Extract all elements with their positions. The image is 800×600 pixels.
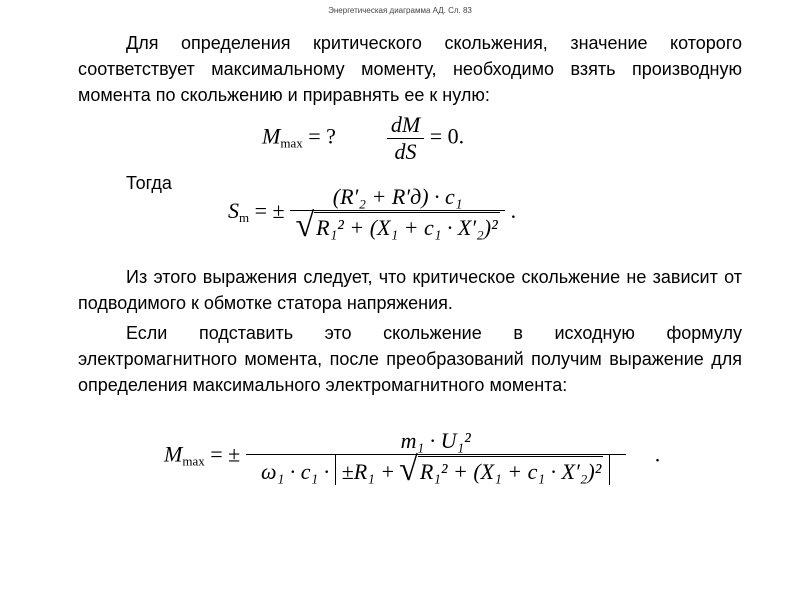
formula2-radicand: R₁² + (X₁ + c₁ · X′₂)² xyxy=(314,212,500,241)
formula2-fraction xyxy=(290,184,505,242)
sqrt-symbol: √ xyxy=(399,451,418,488)
formula3-denominator xyxy=(257,451,614,488)
formula3-square-bracket xyxy=(335,451,611,488)
formula3-pm: = ± xyxy=(210,441,241,467)
formula1-denominator: dS xyxy=(394,139,417,164)
formula2-tail: . xyxy=(510,198,517,224)
formula-derivative xyxy=(262,112,464,165)
formula3-tail: . xyxy=(654,441,661,467)
formula2-pm: = ± xyxy=(254,198,285,224)
formula1-rhs: = 0. xyxy=(429,123,465,149)
formula-critical-slip xyxy=(228,184,516,242)
paragraph-then: Тогда xyxy=(126,173,172,193)
formula1-lhs: M xyxy=(262,123,281,149)
formula3-lhs: M xyxy=(164,441,183,467)
paragraph-substitution: Если подставить это скольжение в исходную формулу электромагнитного момента, после преобразований получим выражение для определения максимального электромагнитного момента: xyxy=(78,323,742,395)
formula1-numerator: dM xyxy=(390,112,421,137)
formula1-eq-question: = ? xyxy=(302,123,336,149)
formula3-lhs-sub: max xyxy=(182,453,205,469)
formula3-radicand: R₁² + (X₁ + c₁ · X′₂)² xyxy=(418,456,604,485)
formula3-den-prefix: ω₁ · c₁ · xyxy=(261,459,330,484)
formula2-denominator xyxy=(292,207,504,244)
formula2-lhs: S xyxy=(228,198,239,224)
formula3-numerator: m₁ · U₁² xyxy=(400,428,471,453)
formula2-numerator: (R′₂ + R′д) · c₁ xyxy=(332,184,463,209)
formula2-lhs-sub: m xyxy=(239,210,250,226)
formula1-fraction xyxy=(387,112,424,165)
formula3-den-pm: ±R₁ + xyxy=(341,459,396,484)
slide-header: Энергетическая диаграмма АД. Сл. 83 xyxy=(328,6,472,15)
formula3-fraction xyxy=(246,428,626,488)
paragraph-critical-slip: Для определения критического скольжения, значение которого соответствует максимальному моменту, необходимо взять производную момента по скольжению и приравнять ее к нулю: xyxy=(78,33,742,105)
paragraph-independence: Из этого выражения следует, что критическое скольжение не зависит от подводимого к обмотке статора напряжения. xyxy=(78,267,742,313)
sqrt-symbol: √ xyxy=(295,207,315,244)
formula1-lhs-sub: max xyxy=(280,135,303,151)
formula-max-torque xyxy=(164,428,661,488)
